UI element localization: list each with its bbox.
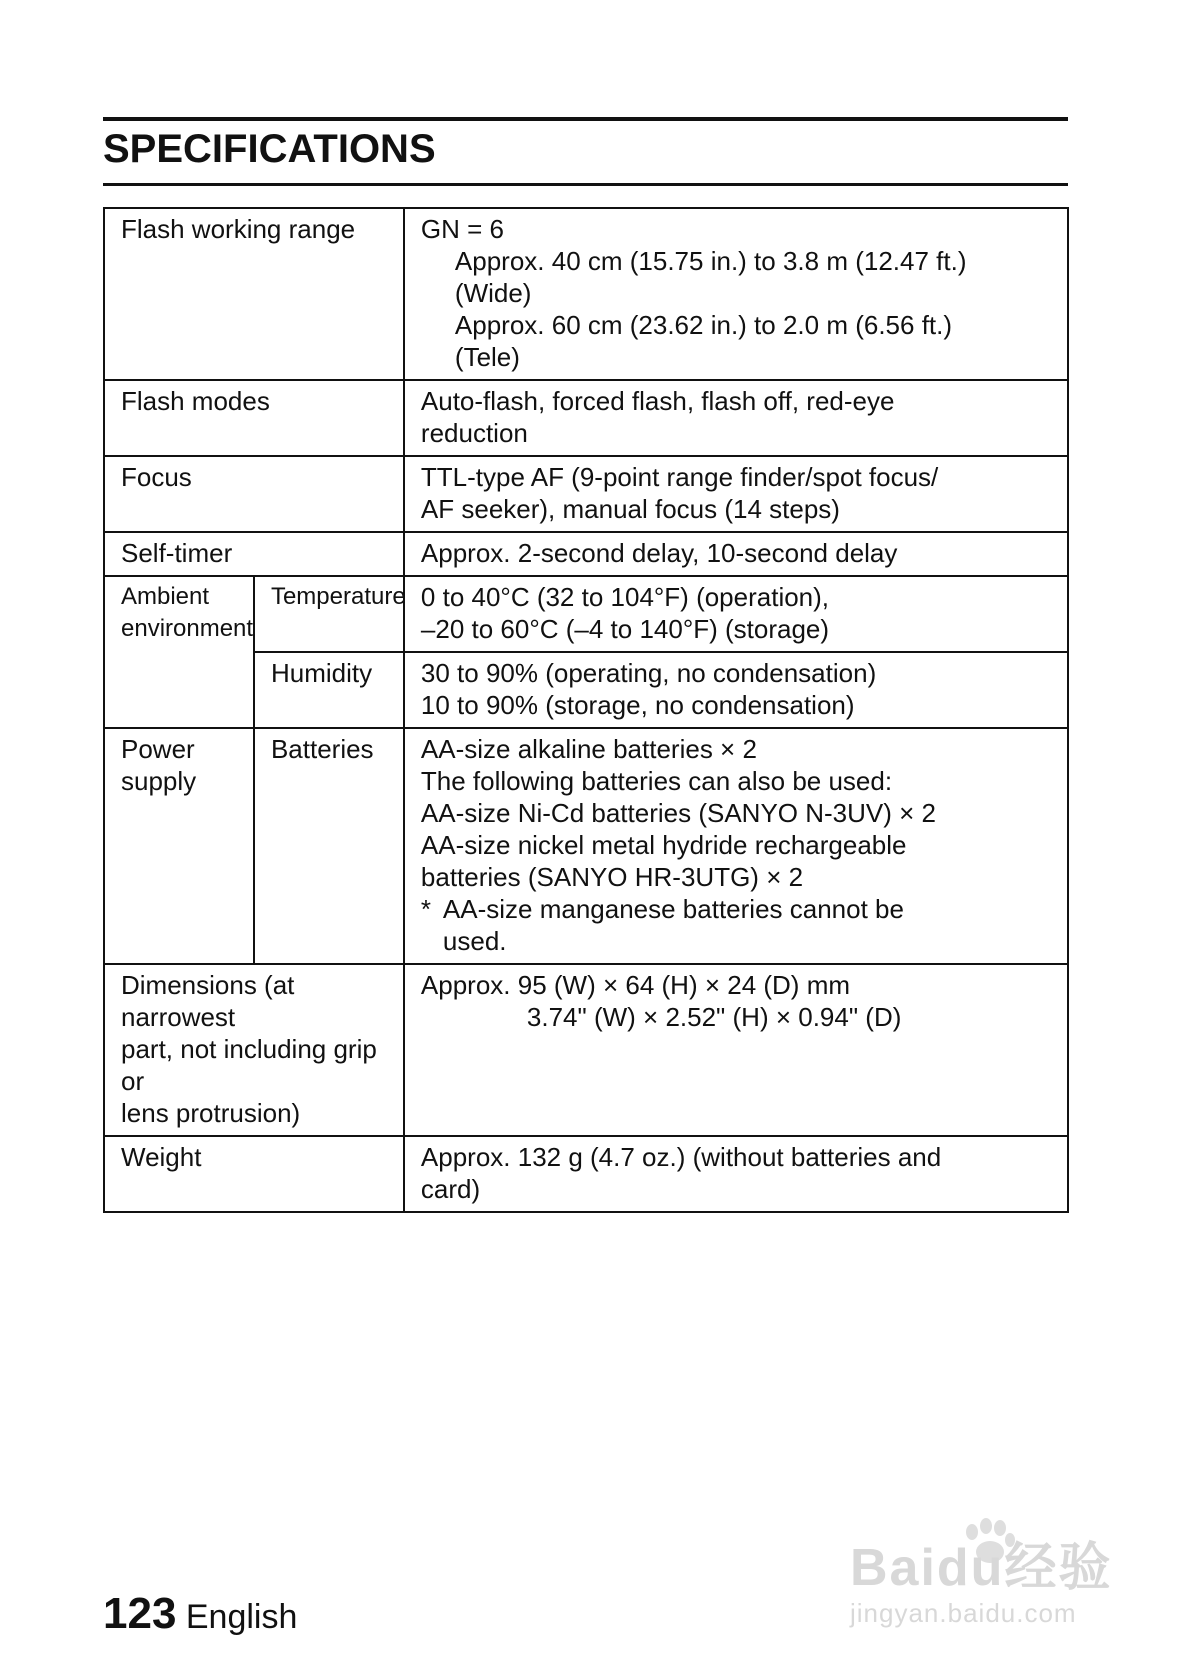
table-row-focus bbox=[104, 456, 1068, 532]
focus-label: Focus bbox=[104, 456, 404, 532]
page-number: 123 bbox=[103, 1589, 177, 1638]
table-row-self-timer bbox=[104, 532, 1068, 576]
batteries-label: Batteries bbox=[254, 728, 404, 964]
table-row-dimensions bbox=[104, 964, 1068, 1136]
table-row-flash-modes bbox=[104, 380, 1068, 456]
flash-modes-label: Flash modes bbox=[104, 380, 404, 456]
watermark bbox=[850, 1538, 1140, 1628]
self-timer-label: Self-timer bbox=[104, 532, 404, 576]
specifications-table bbox=[103, 207, 1069, 1213]
power-supply-label: Power supply bbox=[104, 728, 254, 964]
page-title: SPECIFICATIONS bbox=[103, 127, 436, 171]
temperature-label: Temperature bbox=[254, 576, 404, 652]
flash-range-value: GN = 6 Approx. 40 cm (15.75 in.) to 3.8 m (12.47 ft.) (Wide) Approx. 60 cm (23.62 in.) to 2.0 m (6.56 ft.) (Tele) bbox=[404, 208, 1068, 380]
manganese-note: * AA-size manganese batteries cannot be used. bbox=[420, 894, 904, 956]
focus-value: TTL-type AF (9-point range finder/spot focus/ AF seeker), manual focus (14 steps) bbox=[404, 456, 1068, 532]
header-rule-bottom bbox=[103, 183, 1068, 186]
flash-modes-value: Auto-flash, forced flash, flash off, red-eye reduction bbox=[404, 380, 1068, 456]
note-asterisk: * bbox=[420, 894, 432, 924]
page-footer bbox=[103, 1589, 298, 1639]
self-timer-value: Approx. 2-second delay, 10-second delay bbox=[404, 532, 1068, 576]
watermark-url: jingyan.baidu.com bbox=[850, 1598, 1077, 1628]
table-row-flash-range bbox=[104, 208, 1068, 380]
temperature-value: 0 to 40°C (32 to 104°F) (operation), –20 to 60°C (–4 to 140°F) (storage) bbox=[404, 576, 1068, 652]
table-row-power-supply bbox=[104, 728, 1068, 964]
dimensions-label: Dimensions (at narrowest part, not including grip or lens protrusion) bbox=[104, 964, 404, 1136]
watermark-brand: Baidu经验 bbox=[850, 1539, 1113, 1597]
dimensions-value: Approx. 95 (W) × 64 (H) × 24 (D) mm 3.74" (W) × 2.52" (H) × 0.94" (D) bbox=[404, 964, 1068, 1136]
ambient-environment-label: Ambient environment bbox=[104, 576, 254, 728]
batteries-value: AA-size alkaline batteries × 2 The following batteries can also be used: AA-size Ni-Cd batteries (SANYO N-3UV) × 2 AA-size nickel metal hydride rechargeable batteries (SANYO HR-3UTG) × 2 * AA-size manganese batteries cannot be used. bbox=[404, 728, 1068, 964]
header-rule-top bbox=[103, 117, 1068, 121]
page-language: English bbox=[185, 1598, 298, 1636]
table-row-weight bbox=[104, 1136, 1068, 1212]
weight-value: Approx. 132 g (4.7 oz.) (without batteries and card) bbox=[404, 1136, 1068, 1212]
humidity-label: Humidity bbox=[254, 652, 404, 728]
table-row-temperature bbox=[104, 576, 1068, 652]
humidity-value: 30 to 90% (operating, no condensation) 10 to 90% (storage, no condensation) bbox=[404, 652, 1068, 728]
weight-label: Weight bbox=[104, 1136, 404, 1212]
flash-range-label: Flash working range bbox=[104, 208, 404, 380]
